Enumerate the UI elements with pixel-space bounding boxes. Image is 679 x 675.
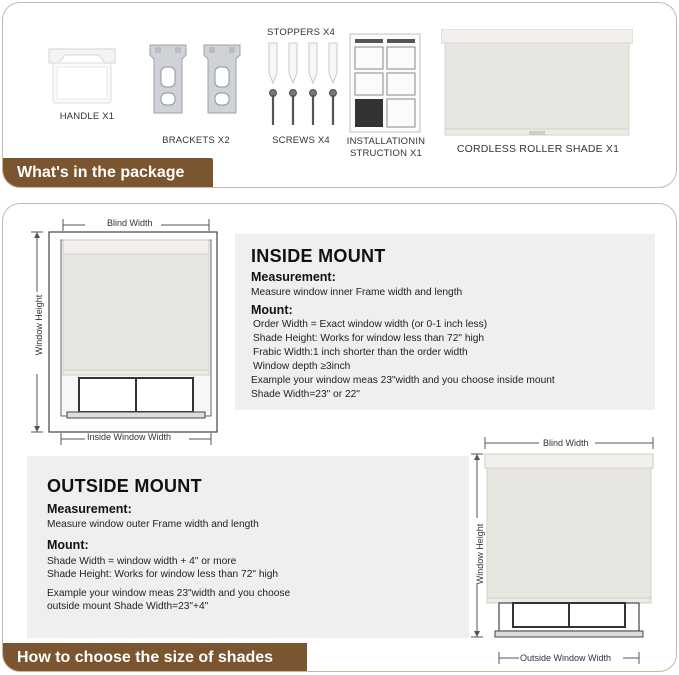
inside-mount-panel (235, 234, 655, 410)
package-banner: What's in the package (3, 158, 213, 188)
stoppers-caption: STOPPERS X4 (266, 27, 336, 38)
inside-mount-line: Frabic Width:1 inch shorter than the order width (253, 347, 468, 358)
outside-measurement-text: Measure window outer Frame width and length (47, 519, 259, 530)
inside-mount-heading: Mount: (251, 303, 293, 317)
inside-window-width-label: Inside Window Width (87, 432, 172, 442)
inside-window-height-label: Window Height (34, 294, 44, 356)
inside-measurement-text: Measure window inner Frame width and length (251, 287, 463, 298)
outside-measurement-heading: Measurement: (47, 502, 132, 516)
outside-mount-title: OUTSIDE MOUNT (47, 476, 202, 496)
inside-mount-line: Example your window meas 23"width and you choose inside mount (251, 375, 555, 386)
outside-mount-diagram (469, 432, 669, 670)
brackets-image (146, 41, 244, 125)
inside-blind-width-label: Blind Width (107, 218, 153, 228)
outside-example-line: Example your window meas 23"width and you choose (47, 588, 291, 599)
instruction-booklet-image (349, 33, 421, 133)
inside-mount-line: Shade Height: Works for window less than 72" high (253, 333, 485, 344)
size-guide-card (2, 203, 677, 672)
inside-mount-diagram (27, 214, 225, 450)
inside-mount-title: INSIDE MOUNT (251, 246, 386, 266)
outside-mount-line: Shade Width = window width + 4" or more (47, 556, 237, 567)
package-card (2, 2, 677, 188)
outside-blind-width-label: Blind Width (543, 438, 589, 448)
inside-mount-line: Window depth ≥3inch (253, 361, 351, 372)
handle-image (43, 45, 121, 105)
brackets-caption: BRACKETS X2 (162, 135, 230, 146)
roller-shade-image (441, 29, 633, 139)
inside-mount-line: Shade Width=23" or 22" (251, 389, 360, 400)
inside-measurement-heading: Measurement: (251, 270, 336, 284)
instruction-caption-line2: STRUCTION X1 (349, 148, 423, 159)
screws-image (263, 89, 341, 129)
inside-mount-line: Order Width = Exact window width (or 0-1 inch less) (253, 319, 488, 330)
outside-window-height-label: Window Height (475, 523, 485, 585)
screws-caption: SCREWS X4 (272, 135, 330, 146)
outside-mount-line: Shade Height: Works for window less than 72" high (47, 569, 279, 580)
outside-window-width-label: Outside Window Width (520, 653, 612, 663)
outside-example-line: outside mount Shade Width=23"+4" (47, 601, 209, 612)
roller-shade-caption: CORDLESS ROLLER SHADE X1 (456, 143, 620, 155)
outside-mount-heading: Mount: (47, 538, 89, 552)
handle-caption: HANDLE X1 (59, 111, 115, 122)
instruction-caption-line1: INSTALLATIONIN (346, 136, 426, 147)
outside-mount-panel (27, 456, 469, 638)
stoppers-image (263, 41, 341, 85)
size-guide-banner: How to choose the size of shades (3, 643, 307, 672)
